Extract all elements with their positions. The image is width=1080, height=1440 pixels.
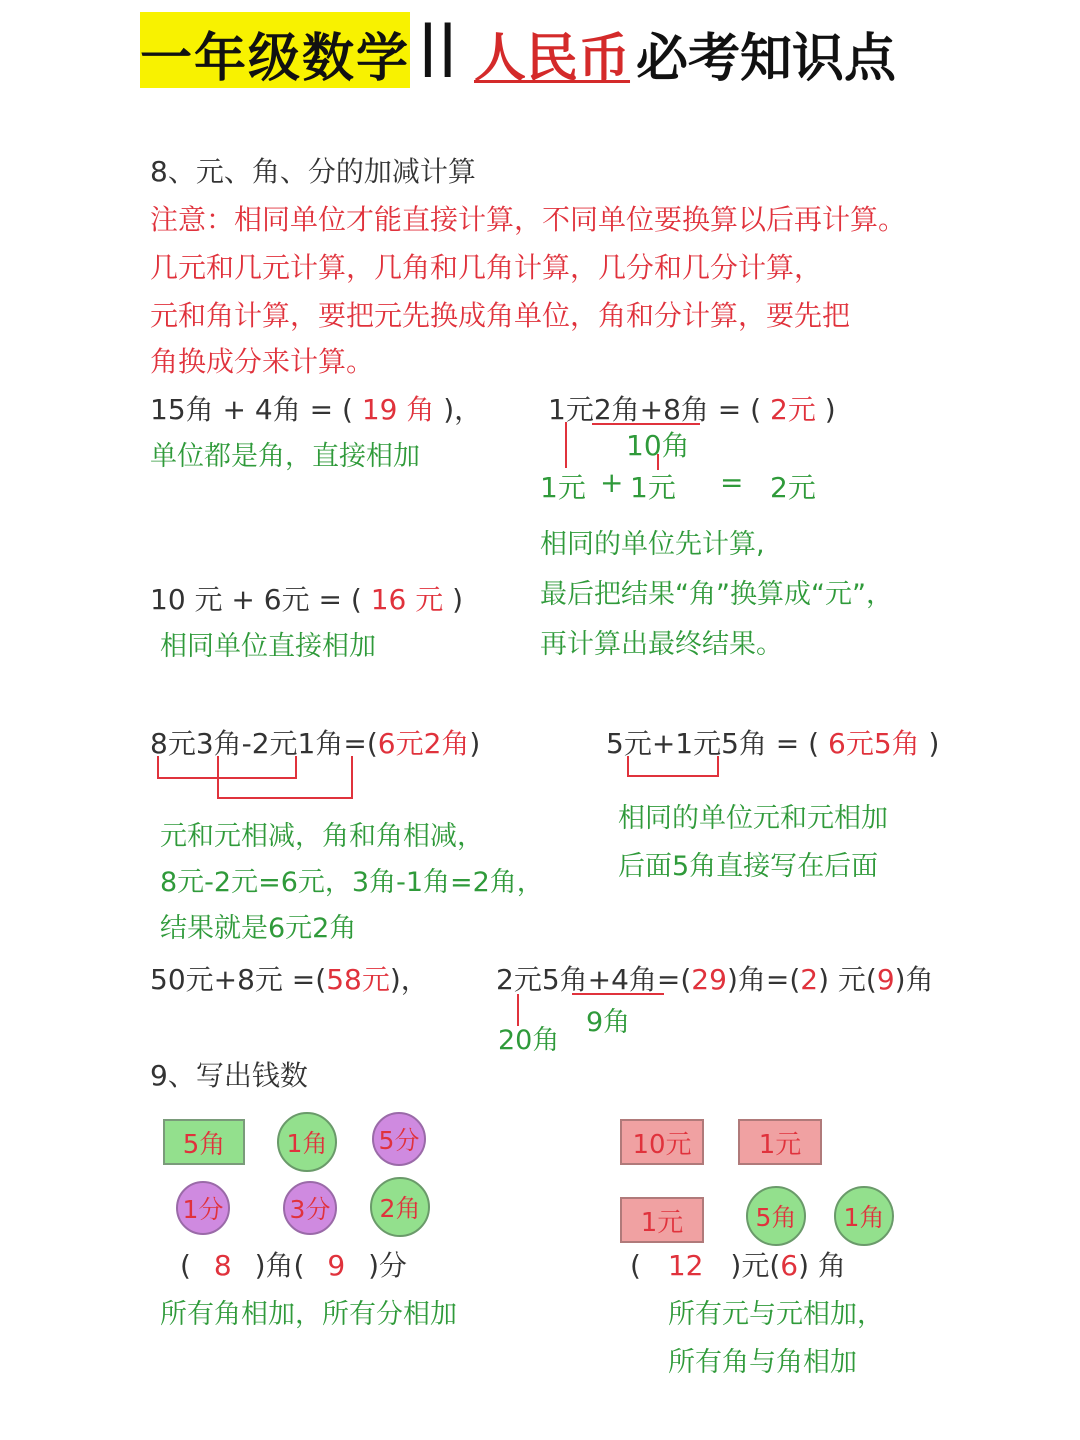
note-line-3: 元和角计算，要把元先换成角单位，角和分计算，要先把	[150, 299, 851, 332]
left-answer-mid: )角(	[254, 1249, 305, 1282]
coin-3-fen: 3分	[283, 1181, 337, 1235]
example-7-answer-3: 9	[876, 963, 895, 996]
left-answer-fen: 9	[327, 1249, 346, 1282]
coin-5-jiao-note: 5角	[163, 1119, 245, 1165]
example-4-explain-3: 结果就是6元2角	[160, 913, 357, 944]
example-2-explain-2: 最后把结果“角”换算成“元”，	[540, 579, 893, 610]
example-1-explanation: 单位都是角，直接相加	[150, 441, 420, 472]
example-7-part-4: )角	[894, 963, 934, 996]
example-6-equation	[150, 958, 429, 998]
left-answer-open: (	[180, 1249, 191, 1282]
example-3-explanation: 相同单位直接相加	[160, 631, 376, 662]
ex4-bracket-jiao	[218, 756, 352, 798]
example-2-tail: )	[824, 393, 836, 426]
section8-heading: 8、元、角、分的加减计算	[150, 155, 476, 188]
left-answer	[180, 1244, 407, 1284]
note-line-2: 几元和几元计算，几角和几角计算，几分和几分计算，	[150, 251, 823, 284]
example-4-explain-1: 元和元相减，角和角相减，	[160, 821, 484, 852]
example-2-calc-b: 1元	[630, 471, 676, 504]
example-1-tail: )，	[443, 393, 483, 426]
example-6-answer: 58元	[326, 963, 390, 996]
example-4-equation	[150, 722, 480, 762]
example-3-expr: 10 元 + 6元 = (	[150, 583, 362, 616]
coin-2-jiao: 2角	[370, 1177, 430, 1237]
example-1-equation	[150, 388, 482, 428]
example-5-expr: 5元+1元5角 = (	[606, 727, 820, 760]
title-key-points: 必考知识点	[636, 29, 897, 89]
title-rmb: 人民币	[474, 29, 631, 89]
right-explain-2: 所有角与角相加	[668, 1347, 857, 1378]
example-2-expr: 1元2角+8角 = (	[548, 393, 762, 426]
example-2-subtotal: 10角	[626, 429, 690, 462]
note-line-4: 角换成分来计算。	[150, 345, 375, 378]
note-1-yuan-b: 1元	[620, 1197, 704, 1243]
example-5-answer: 6元5角	[828, 727, 920, 760]
example-5-equation	[606, 722, 939, 762]
example-2-calc-result: 2元	[770, 471, 816, 504]
right-answer-yuan: 12	[667, 1249, 704, 1282]
left-answer-close: )分	[368, 1249, 408, 1282]
right-answer-jiao: 6	[780, 1249, 799, 1282]
example-6-tail: )，	[389, 963, 429, 996]
example-2-calc-eq: =	[720, 466, 744, 499]
left-explanation: 所有角相加，所有分相加	[160, 1299, 457, 1330]
right-answer-close: ) 角	[798, 1249, 846, 1282]
right-answer-mid: )元(	[730, 1249, 781, 1282]
note-1-yuan-a: 1元	[738, 1119, 822, 1165]
right-explain-1: 所有元与元相加，	[668, 1299, 884, 1330]
right-answer	[630, 1244, 846, 1284]
example-7-answer-1: 29	[691, 963, 727, 996]
example-6-expr: 50元+8元 =(	[150, 963, 327, 996]
example-7-sub-2: 20角	[498, 1025, 560, 1056]
left-answer-jiao: 8	[213, 1249, 232, 1282]
section9-heading: 9、写出钱数	[150, 1059, 308, 1092]
coin-5-fen: 5分	[372, 1112, 426, 1166]
example-7-part-3: ) 元(	[818, 963, 877, 996]
example-2-explain-1: 相同的单位先计算,	[540, 529, 765, 560]
coin-1-jiao-b: 1角	[834, 1186, 894, 1246]
example-7-answer-2: 2	[800, 963, 819, 996]
example-1-expr: 15角 + 4角 = (	[150, 393, 353, 426]
example-5-explain-1: 相同的单位元和元相加	[618, 803, 888, 834]
coin-5-jiao: 5角	[746, 1186, 806, 1246]
example-3-equation	[150, 578, 463, 618]
example-1-answer: 19 角	[361, 393, 435, 426]
example-7-part-1: 2元5角+4角=(	[496, 963, 692, 996]
example-2-calc-plus: +	[600, 466, 624, 499]
example-5-explain-2: 后面5角直接写在后面	[618, 851, 879, 882]
example-2-explain-3: 再计算出最终结果。	[540, 629, 783, 660]
example-7-sub-1: 9角	[586, 1007, 631, 1038]
note-line-1: 注意：相同单位才能直接计算，不同单位要换算以后再计算。	[150, 203, 907, 236]
example-2-calc-a: 1元	[540, 471, 586, 504]
example-4-explain-2: 8元-2元=6元，3角-1角=2角，	[160, 867, 544, 898]
example-7-part-2: )角=(	[726, 963, 801, 996]
example-3-tail: )	[452, 583, 464, 616]
example-4-tail: )	[469, 727, 481, 760]
example-2-equation	[548, 388, 836, 428]
title-separator: ||	[418, 14, 458, 77]
example-3-answer: 16 元	[370, 583, 444, 616]
coin-1-fen: 1分	[176, 1181, 230, 1235]
title-grade-math: 一年级数学	[140, 29, 411, 89]
example-5-tail: )	[928, 727, 940, 760]
example-4-answer: 6元2角	[377, 727, 470, 760]
right-answer-open: (	[630, 1249, 641, 1282]
example-2-answer: 2元	[770, 393, 816, 426]
coin-1-jiao: 1角	[277, 1112, 337, 1172]
example-4-expr: 8元3角-2元1角=(	[150, 727, 378, 760]
example-7-equation	[496, 958, 934, 998]
note-10-yuan: 10元	[620, 1119, 704, 1165]
